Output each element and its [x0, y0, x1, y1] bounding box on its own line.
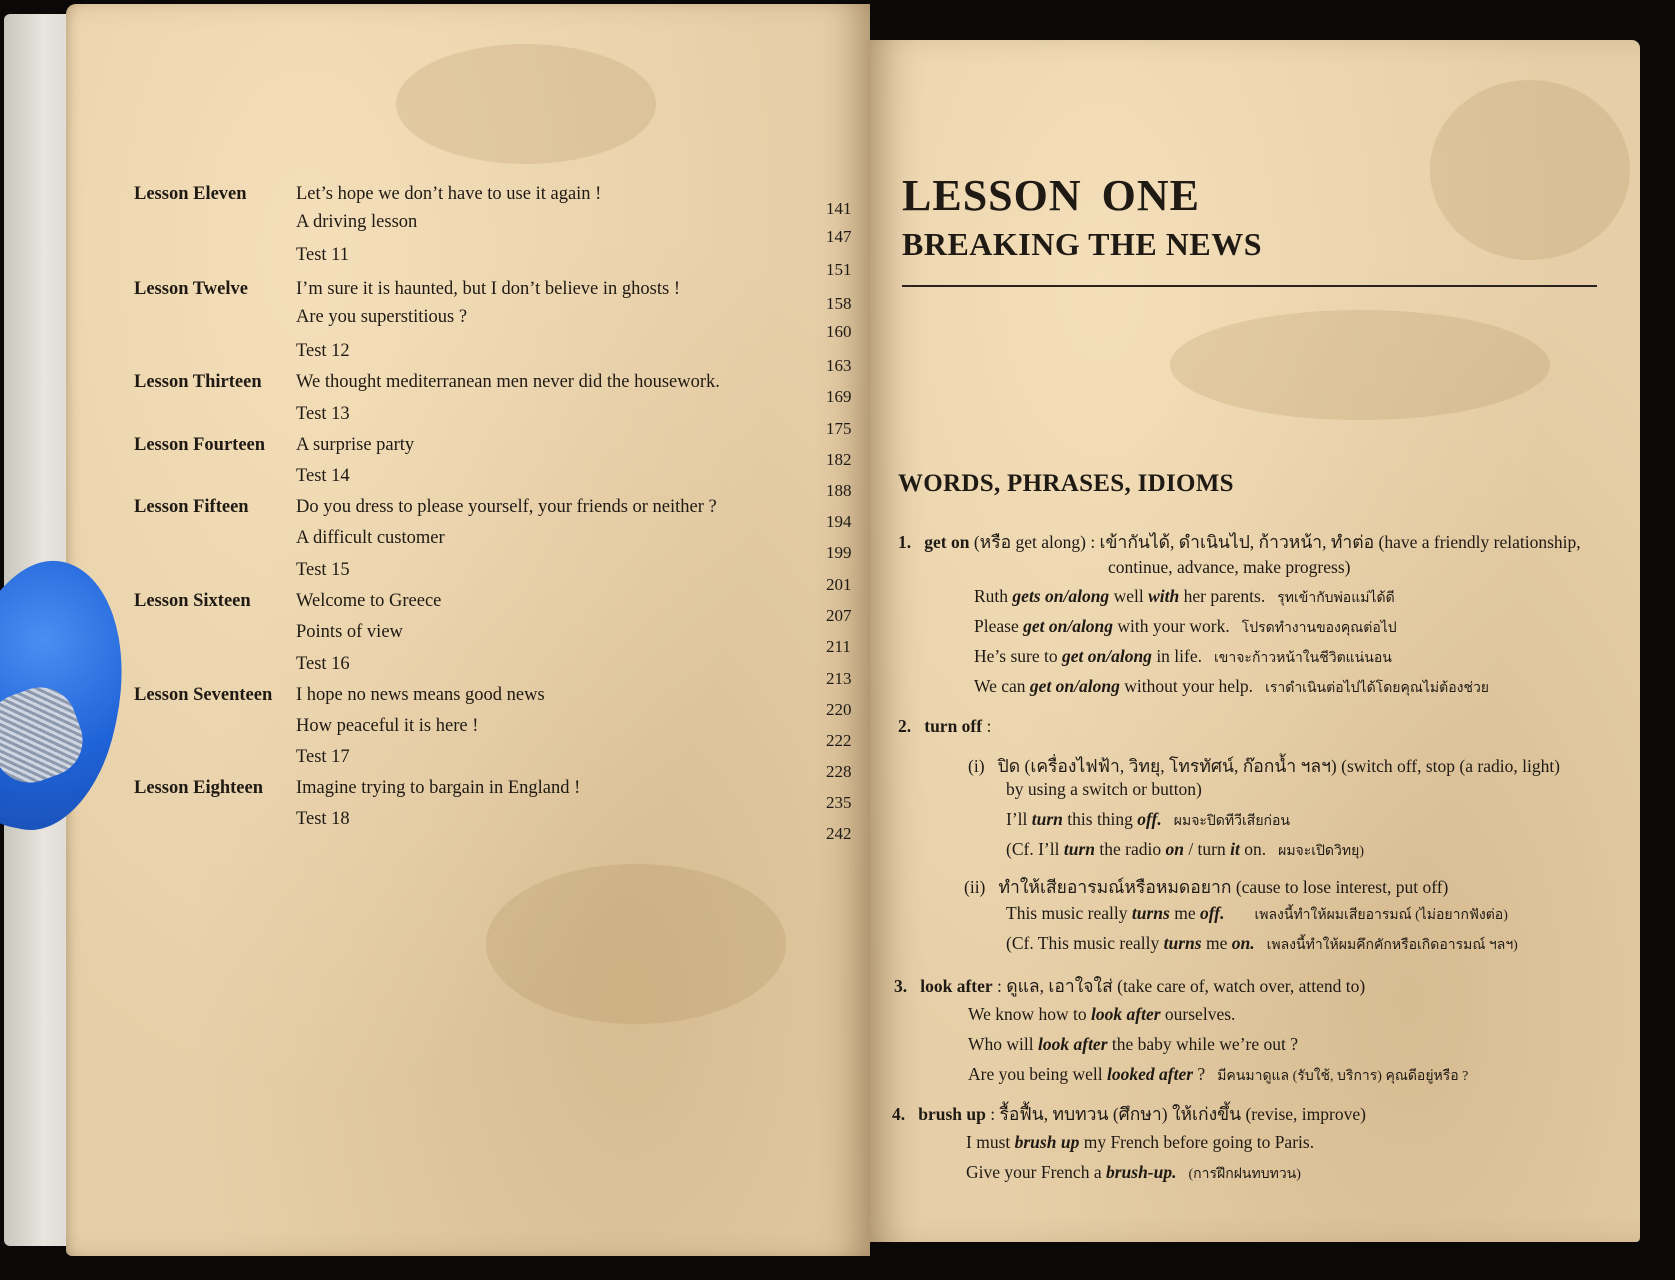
toc-lesson-label: Lesson Eleven — [134, 184, 247, 204]
toc-title: Are you superstitious ? — [296, 307, 468, 327]
entry-definition-cont: continue, advance, make progress) — [1108, 557, 1351, 577]
thai-translation: เราดำเนินต่อไปได้โดยคุณไม่ต้องช่วย — [1265, 681, 1490, 696]
toc-row — [66, 716, 870, 750]
entry-look-after — [894, 972, 1365, 1000]
entry-term: brush up — [918, 1104, 986, 1124]
toc-page-number: 151 — [826, 260, 852, 279]
toc-title: Points of view — [296, 622, 403, 642]
toc-page-number: 222 — [826, 731, 852, 750]
toc-title: How peaceful it is here ! — [296, 716, 479, 736]
toc-lesson-label: Lesson Fourteen — [134, 435, 266, 455]
example-sentence: Are you being well looked after ? มีคนมาดูแล (รับใช้, บริการ) คุณดีอยู่หรือ ? — [968, 1064, 1469, 1084]
toc-page-number: 169 — [826, 387, 852, 406]
toc-title: Imagine trying to bargain in England ! — [296, 778, 581, 798]
toc-lesson-label: Lesson Twelve — [134, 279, 248, 299]
toc-page-number: 158 — [826, 294, 852, 313]
example-sentence: Give your French a brush-up. (การฝึกฝนทบทวน) — [966, 1162, 1301, 1182]
toc-row — [66, 435, 870, 469]
lesson-subheading: BREAKING THE NEWS — [902, 226, 1262, 262]
section-heading: WORDS, PHRASES, IDIOMS — [898, 470, 1234, 497]
toc-row — [66, 654, 870, 688]
thai-translation: เพลงนี้ทำให้ผมเสียอารมณ์ (ไม่อยากฟังต่อ) — [1254, 908, 1508, 923]
sense-ii: (ii) ทำให้เสียอารมณ์หรือหมดอยาก (cause to lose interest, put off) — [964, 877, 1449, 897]
toc-title: Test 15 — [296, 560, 350, 580]
entry-number: 1. — [898, 532, 912, 552]
entry-brush-up — [892, 1100, 1366, 1128]
toc-page-number: 213 — [826, 669, 852, 688]
toc-title: A surprise party — [296, 435, 415, 455]
toc-lesson-label: Lesson Seventeen — [134, 685, 273, 705]
right-page — [870, 40, 1640, 1242]
toc-title: Do you dress to please yourself, your friends or neither ? — [296, 497, 717, 517]
toc-page-number: 147 — [826, 227, 852, 246]
toc-title: Test 12 — [296, 341, 350, 361]
toc-lesson-label: Lesson Fifteen — [134, 497, 249, 517]
example-sentence: (Cf. This music really turns me on. เพลงนี้ทำให้ผมคึกคักหรือเกิดอารมณ์ ฯลฯ) — [1006, 933, 1518, 953]
toc-row — [66, 245, 870, 279]
thai-translation: เพลงนี้ทำให้ผมคึกคักหรือเกิดอารมณ์ ฯลฯ) — [1266, 938, 1518, 953]
toc-row — [66, 212, 870, 246]
toc-title: Test 16 — [296, 654, 350, 674]
sense-i: (i) ปิด (เครื่องไฟฟ้า, วิทยุ, โทรทัศน์, ก๊อกน้ำ ฯลฯ) (switch off, stop (a radio, light) — [968, 756, 1561, 776]
entry-get-on — [898, 528, 1581, 556]
entry-definition: (หรือ get along) : เข้ากันได้, ดำเนินไป, ก้าวหน้า, ทำต่อ (have a friendly relationship, — [973, 532, 1581, 552]
toc-page-number: 199 — [826, 543, 852, 562]
example-sentence: I’ll turn this thing off. ผมจะปิดทีวีเสียก่อน — [1006, 809, 1290, 829]
toc-title: Test 17 — [296, 747, 350, 767]
entry-term: look after — [920, 976, 993, 996]
toc-row — [66, 591, 870, 625]
example-sentence: He’s sure to get on/along in life. เขาจะก้าวหน้าในชีวิตแน่นอน — [974, 646, 1392, 666]
toc-row — [66, 809, 870, 843]
example-sentence: Ruth gets on/along well with her parents. รุทเข้ากับพ่อแม่ได้ดี — [974, 586, 1395, 606]
thai-translation: รุทเข้ากับพ่อแม่ได้ดี — [1277, 591, 1395, 606]
toc-row — [66, 184, 870, 218]
toc-page-number: 235 — [826, 793, 852, 812]
water-stain — [1170, 310, 1550, 420]
toc-page-number: 163 — [826, 356, 852, 375]
table-of-contents — [66, 4, 870, 1256]
toc-page-number: 182 — [826, 450, 852, 469]
toc-lesson-label: Lesson Eighteen — [134, 778, 264, 798]
toc-title: Test 18 — [296, 809, 350, 829]
toc-title: Let’s hope we don’t have to use it again ! — [296, 184, 602, 204]
example-sentence: We can get on/along without your help. เราดำเนินต่อไปได้โดยคุณไม่ต้องช่วย — [974, 676, 1490, 696]
entry-term: turn off — [924, 716, 983, 736]
toc-row — [66, 747, 870, 781]
entry-number: 2. — [898, 716, 912, 736]
toc-lesson-label: Lesson Thirteen — [134, 372, 262, 392]
toc-title: Test 13 — [296, 404, 350, 424]
toc-page-number: 194 — [826, 512, 852, 531]
example-sentence: Please get on/along with your work. โปรดทำงานของคุณต่อไป — [974, 616, 1397, 636]
toc-row — [66, 341, 870, 375]
water-stain — [1430, 80, 1630, 260]
entry-turn-off: 2. turn off : — [898, 716, 992, 736]
toc-page-number: 228 — [826, 762, 852, 781]
thai-translation: มีคนมาดูแล (รับใช้, บริการ) คุณดีอยู่หรือ ? — [1217, 1069, 1469, 1084]
toc-title: Test 14 — [296, 466, 350, 486]
toc-page-number: 211 — [826, 637, 851, 656]
toc-page-number: 242 — [826, 824, 852, 843]
toc-row — [66, 307, 870, 341]
toc-lesson-label: Lesson Sixteen — [134, 591, 251, 611]
entry-number: 3. — [894, 976, 908, 996]
toc-row — [66, 528, 870, 562]
toc-page-number: 220 — [826, 700, 852, 719]
heading-rule — [902, 285, 1597, 287]
thai-translation: ผมจะเปิดวิทยุ) — [1278, 844, 1364, 859]
left-page — [66, 4, 870, 1256]
toc-row — [66, 372, 870, 406]
sense-i-cont: by using a switch or button) — [1006, 779, 1202, 799]
entry-definition: : รื้อฟื้น, ทบทวน (ศึกษา) ให้เก่งขึ้น (revise, improve) — [990, 1104, 1366, 1124]
example-sentence: (Cf. I’ll turn the radio on / turn it on. ผมจะเปิดวิทยุ) — [1006, 839, 1364, 859]
entry-term: get on — [924, 532, 970, 552]
thai-translation: (การฝึกฝนทบทวน) — [1188, 1167, 1301, 1182]
toc-page-number: 175 — [826, 419, 852, 438]
toc-title: We thought mediterranean men never did the housework. — [296, 372, 720, 392]
toc-row — [66, 466, 870, 500]
thai-translation: เขาจะก้าวหน้าในชีวิตแน่นอน — [1214, 651, 1392, 666]
example-sentence: This music really turns me off. เพลงนี้ทำให้ผมเสียอารมณ์ (ไม่อยากฟังต่อ) — [1006, 903, 1508, 923]
toc-page-number: 201 — [826, 575, 852, 594]
example-sentence: Who will look after the baby while we’re out ? — [968, 1034, 1298, 1054]
toc-title: I’m sure it is haunted, but I don’t believe in ghosts ! — [296, 279, 680, 299]
toc-row — [66, 622, 870, 656]
toc-page-number: 141 — [826, 199, 852, 218]
toc-row — [66, 404, 870, 438]
toc-title: A difficult customer — [296, 528, 445, 548]
toc-page-number: 207 — [826, 606, 852, 625]
toc-title: Welcome to Greece — [296, 591, 442, 611]
toc-title: A driving lesson — [296, 212, 418, 232]
toc-title: Test 11 — [296, 245, 349, 265]
toc-row — [66, 497, 870, 531]
toc-page-number: 160 — [826, 322, 852, 341]
thai-translation: ผมจะปิดทีวีเสียก่อน — [1173, 814, 1290, 829]
example-sentence: We know how to look after ourselves. — [968, 1004, 1236, 1024]
entry-number: 4. — [892, 1104, 906, 1124]
thai-translation: โปรดทำงานของคุณต่อไป — [1241, 621, 1397, 636]
toc-row — [66, 560, 870, 594]
toc-row — [66, 685, 870, 719]
toc-title: I hope no news means good news — [296, 685, 545, 705]
toc-row — [66, 279, 870, 313]
example-sentence: I must brush up my French before going to Paris. — [966, 1132, 1315, 1152]
toc-row — [66, 778, 870, 812]
toc-page-number: 188 — [826, 481, 852, 500]
entry-definition: : ดูแล, เอาใจใส่ (take care of, watch over, attend to) — [997, 976, 1366, 996]
lesson-heading: LESSON ONE — [902, 171, 1200, 220]
